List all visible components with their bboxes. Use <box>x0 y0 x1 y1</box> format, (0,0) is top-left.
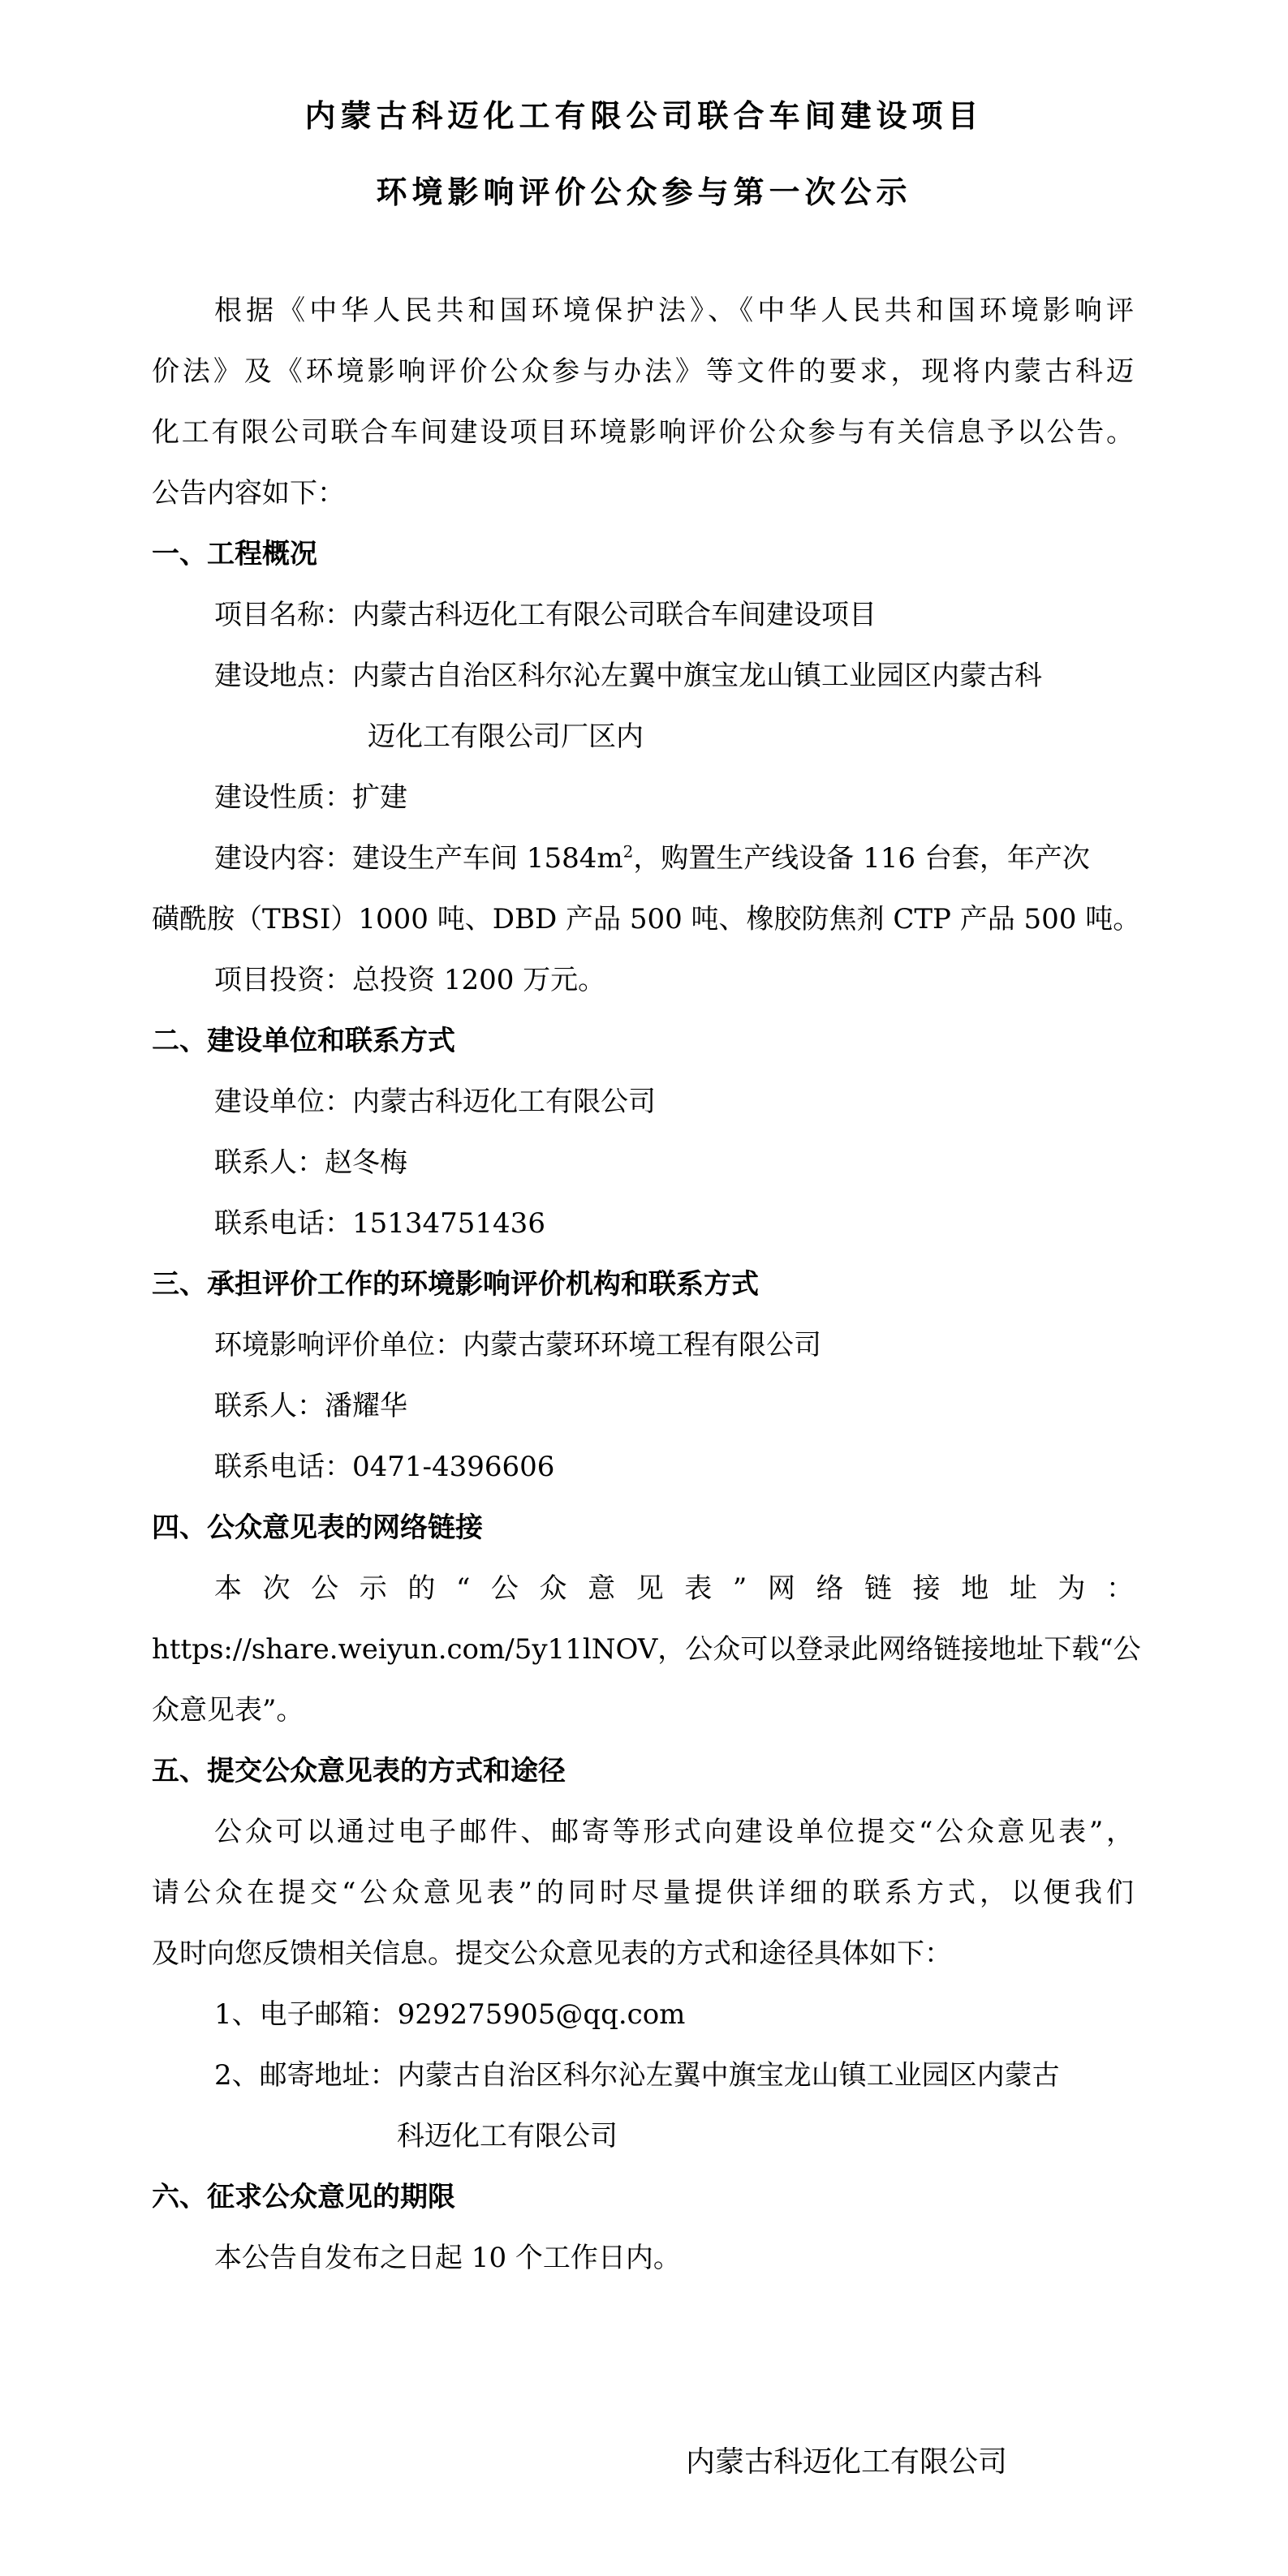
location-label: 建设地点： <box>214 660 352 692</box>
contact-value-3: 潘耀华 <box>325 1390 407 1422</box>
unit-value: 内蒙古科迈化工有限公司 <box>352 1086 656 1118</box>
contact-row-3 <box>214 1382 1134 1430</box>
phone-row-3 <box>214 1443 1134 1491</box>
project-name-row <box>214 591 1134 639</box>
link-line-1: 本次公示的“公众意见表”网络链接地址为： <box>214 1572 1134 1605</box>
mail-label: 2、邮寄地址： <box>214 2059 398 2092</box>
email-label: 1、电子邮箱： <box>214 1998 398 2031</box>
location-row <box>214 652 1134 700</box>
title-line-1: 内蒙古科迈化工有限公司联合车间建设项目 <box>304 97 984 134</box>
contact-value-2: 赵冬梅 <box>325 1146 407 1179</box>
unit-label: 建设单位： <box>214 1086 352 1118</box>
signature: 内蒙古科迈化工有限公司 <box>686 2445 1008 2479</box>
mail-row <box>214 2051 1134 2100</box>
title-line-2: 环境影响评价公众参与第一次公示 <box>376 174 912 210</box>
section-6-heading: 六、征求公众意见的期限 <box>152 2181 455 2213</box>
phone-label-3: 联系电话： <box>214 1451 352 1483</box>
phone-value-3: 0471-4396606 <box>352 1451 555 1483</box>
investment-row <box>214 956 1134 1004</box>
link-line-2[interactable]: https://share.weiyun.com/5y11lNOV，公众可以登录此网络链接地址下载“公 <box>152 1633 1141 1666</box>
content-superscript: 2 <box>622 841 634 862</box>
period-line: 本公告自发布之日起 10 个工作日内。 <box>214 2242 681 2274</box>
contact-label-2: 联系人： <box>214 1146 325 1179</box>
mail-value-line-1: 内蒙古自治区科尔沁左翼中旗宝龙山镇工业园区内蒙古 <box>397 2059 1060 2092</box>
email-value[interactable]: 929275905@qq.com <box>397 1998 686 2031</box>
content-value-b: ，购置生产线设备 116 台套，年产次 <box>633 842 1090 875</box>
intro-line-1: 根据《中华人民共和国环境保护法》、《中华人民共和国环境影响评 <box>214 295 1134 327</box>
intro-line-3: 化工有限公司联合车间建设项目环境影响评价公众参与有关信息予以公告。 <box>152 416 1134 449</box>
submit-line-1: 公众可以通过电子邮件、邮寄等形式向建设单位提交“公众意见表”， <box>214 1816 1134 1848</box>
investment-value: 总投资 1200 万元。 <box>352 964 606 996</box>
content-row <box>214 834 1134 883</box>
contact-row-2 <box>214 1138 1134 1187</box>
contact-label-3: 联系人： <box>214 1390 325 1422</box>
unit-row <box>214 1077 1134 1126</box>
email-row <box>214 1990 1134 2039</box>
content-value-a: 建设生产车间 1584m <box>352 842 623 875</box>
intro-line-2: 价法》及《环境影响评价公众参与办法》等文件的要求，现将内蒙古科迈 <box>152 355 1134 388</box>
agency-row <box>214 1321 1134 1370</box>
project-name-value: 内蒙古科迈化工有限公司联合车间建设项目 <box>352 599 877 631</box>
content-label: 建设内容： <box>214 842 352 875</box>
location-value-line-1: 内蒙古自治区科尔沁左翼中旗宝龙山镇工业园区内蒙古科 <box>352 660 1042 692</box>
location-value-line-2: 迈化工有限公司厂区内 <box>368 720 644 753</box>
section-5-heading: 五、提交公众意见表的方式和途径 <box>152 1755 566 1787</box>
link-line-3: 众意见表”。 <box>152 1694 304 1727</box>
section-4-heading: 四、公众意见表的网络链接 <box>152 1512 483 1544</box>
content-line-2: 磺酰胺（TBSI）1000 吨、DBD 产品 500 吨、橡胶防焦剂 CTP 产品 500 吨。 <box>152 903 1141 935</box>
nature-row <box>214 773 1134 822</box>
mail-value-line-2: 科迈化工有限公司 <box>397 2120 618 2152</box>
project-name-label: 项目名称： <box>214 599 352 631</box>
section-2-heading: 二、建设单位和联系方式 <box>152 1025 455 1057</box>
agency-value: 内蒙古蒙环环境工程有限公司 <box>463 1329 821 1361</box>
intro-line-4: 公告内容如下： <box>152 477 345 510</box>
phone-value-2: 15134751436 <box>352 1207 545 1240</box>
nature-label: 建设性质： <box>214 781 352 814</box>
section-3-heading: 三、承担评价工作的环境影响评价机构和联系方式 <box>152 1268 759 1301</box>
submit-line-3: 及时向您反馈相关信息。提交公众意见表的方式和途径具体如下： <box>152 1937 952 1970</box>
phone-row-2 <box>214 1199 1134 1248</box>
agency-label: 环境影响评价单位： <box>214 1329 463 1361</box>
submit-line-2: 请公众在提交“公众意见表”的同时尽量提供详细的联系方式，以便我们 <box>152 1877 1134 1909</box>
section-1-heading: 一、工程概况 <box>152 538 317 570</box>
nature-value: 扩建 <box>352 781 407 814</box>
investment-label: 项目投资： <box>214 964 352 996</box>
phone-label-2: 联系电话： <box>214 1207 352 1240</box>
